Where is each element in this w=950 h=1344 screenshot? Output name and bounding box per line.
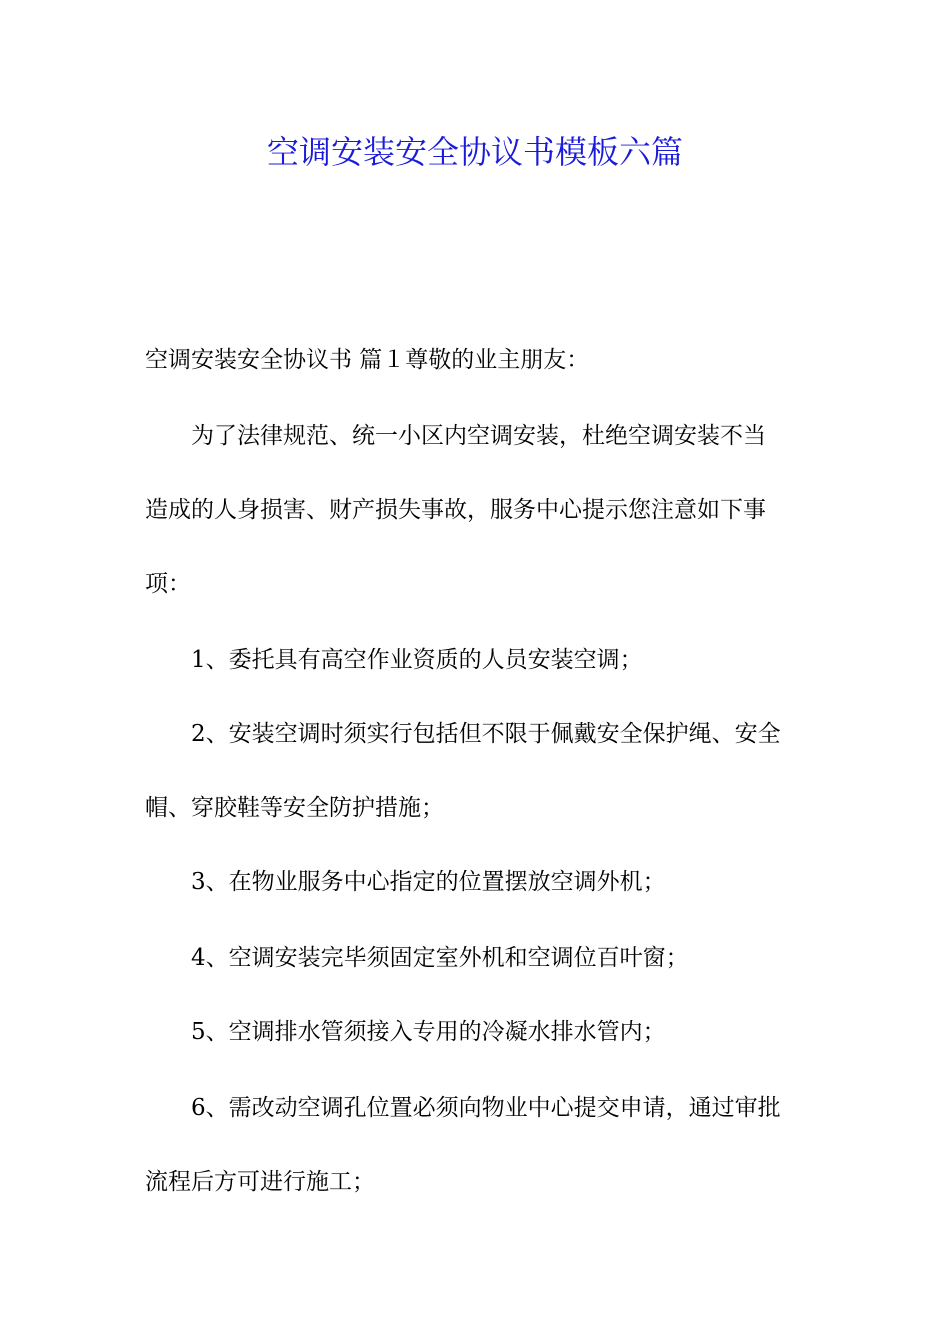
- list-item-4: 4、空调安装完毕须固定室外机和空调位百叶窗；: [191, 945, 689, 971]
- list-item-3: 3、在物业服务中心指定的位置摆放空调外机；: [191, 869, 666, 895]
- list-item-2-continued: 帽、穿胶鞋等安全防护措施；: [145, 795, 444, 821]
- list-item-5: 5、空调排水管须接入专用的冷凝水排水管内；: [191, 1019, 666, 1045]
- paragraph-line: 为了法律规范、统一小区内空调安装，杜绝空调安装不当: [191, 423, 766, 449]
- list-item-6: 6、需改动空调孔位置必须向物业中心提交申请，通过审批: [191, 1095, 781, 1121]
- paragraph-heading-line: 空调安装安全协议书 篇１尊敬的业主朋友：: [145, 347, 590, 373]
- paragraph-line: 造成的人身损害、财产损失事故，服务中心提示您注意如下事: [145, 497, 766, 523]
- list-item-6-continued: 流程后方可进行施工；: [145, 1169, 375, 1195]
- list-item-2: 2、安装空调时须实行包括但不限于佩戴安全保护绳、安全: [191, 721, 781, 747]
- list-item-1: 1、委托具有高空作业资质的人员安装空调；: [191, 647, 643, 673]
- paragraph-line: 项：: [145, 571, 191, 597]
- document-title: 空调安装安全协议书模板六篇: [266, 133, 683, 171]
